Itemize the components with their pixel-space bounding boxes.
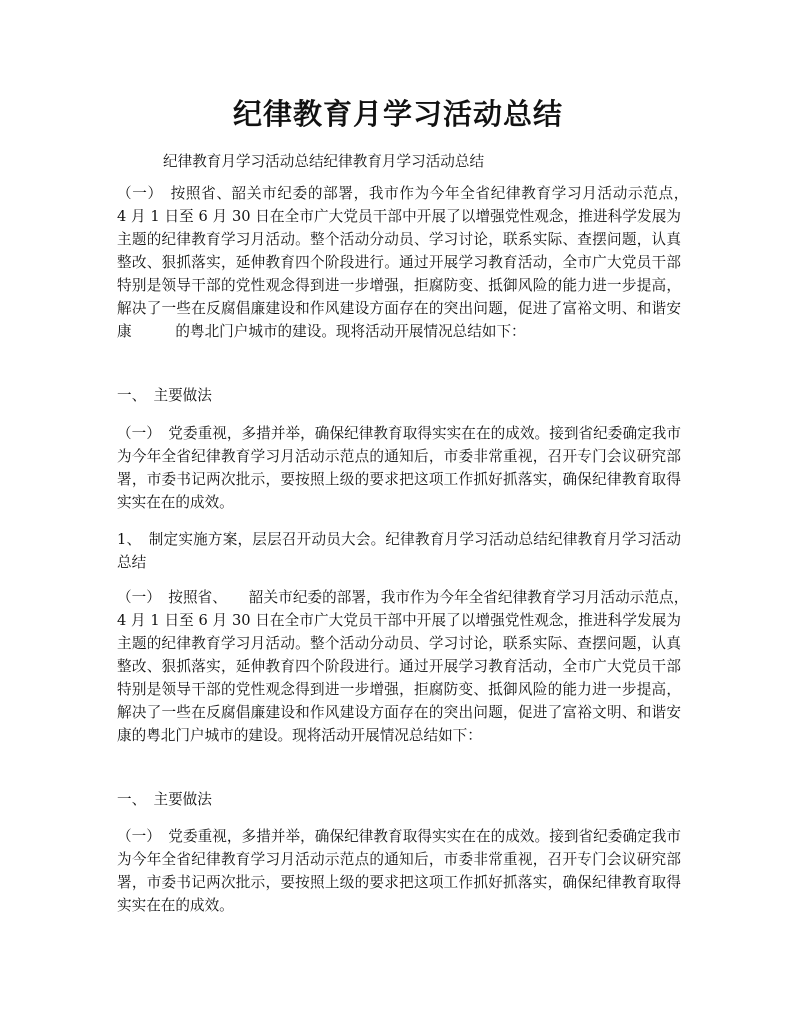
paragraph-1: （一） 按照省、韶关市纪委的部署，我市作为今年全省纪律教育学习月活动示范点， 4 月 1 日至 6 月 30 日在全市广大党员干部中开展了以增强党性观念，推进科学发展为主题的纪律教育学习月活动。整个活动分动员、学习讨论，联系实际、查摆问题，认真整改、狠抓落实，延伸教育四个阶段进行。通过开展学习教育活动，全市广大党员干部特别是领导干部的党性观念得到进一步增强，拒腐防变、抵御风险的能力进一步提高，解决了一些在反腐倡廉建设和作风建设方面存在的突出问题，促进了富裕文明、和谐安康 的粤北门户城市的建设。现将活动开展情况总结如下：: [117, 185, 701, 340]
paragraph-3: 1、 制定实施方案，层层召开动员大会。纪律教育月学习活动总结纪律教育月学习活动总结: [117, 531, 681, 571]
section-heading-1: 一、 主要做法: [117, 387, 212, 404]
document-title: 纪律教育月学习活动总结: [232, 97, 563, 131]
section-heading-2: 一、 主要做法: [117, 791, 212, 808]
paragraph-4: （一） 按照省、 韶关市纪委的部署，我市作为今年全省纪律教育学习月活动示范点， 4 月 1 日至 6 月 30 日在全市广大党员干部中开展了以增强党性观念，推进科学发展为主题的纪律教育学习月活动。整个活动分动员、学习讨论，联系实际、查摆问题，认真整改、狠抓落实，延伸教育四个阶段进行。通过开展学习教育活动，全市广大党员干部特别是领导干部的党性观念得到进一步增强，拒腐防变、抵御风险的能力进一步提高，解决了一些在反腐倡廉建设和作风建设方面存在的突出问题，促进了富裕文明、和谐安康的粤北门户城市的建设。现将活动开展情况总结如下：: [117, 589, 725, 744]
paragraph-5: （一） 党委重视，多措并举，确保纪律教育取得实实在在的成效。接到省纪委确定我市为今年全省纪律教育学习月活动示范点的通知后，市委非常重视，召开专门会议研究部署，市委书记两次批示，要按照上级的要求把这项工作抓好抓落实，确保纪律教育取得实实在在的成效。: [117, 828, 681, 914]
document-subtitle: 纪律教育月学习活动总结纪律教育月学习活动总结: [163, 153, 485, 170]
paragraph-2: （一） 党委重视，多措并举，确保纪律教育取得实实在在的成效。接到省纪委确定我市为今年全省纪律教育学习月活动示范点的通知后，市委非常重视，召开专门会议研究部署，市委书记两次批示，要按照上级的要求把这项工作抓好抓落实，确保纪律教育取得实实在在的成效。: [117, 425, 681, 511]
